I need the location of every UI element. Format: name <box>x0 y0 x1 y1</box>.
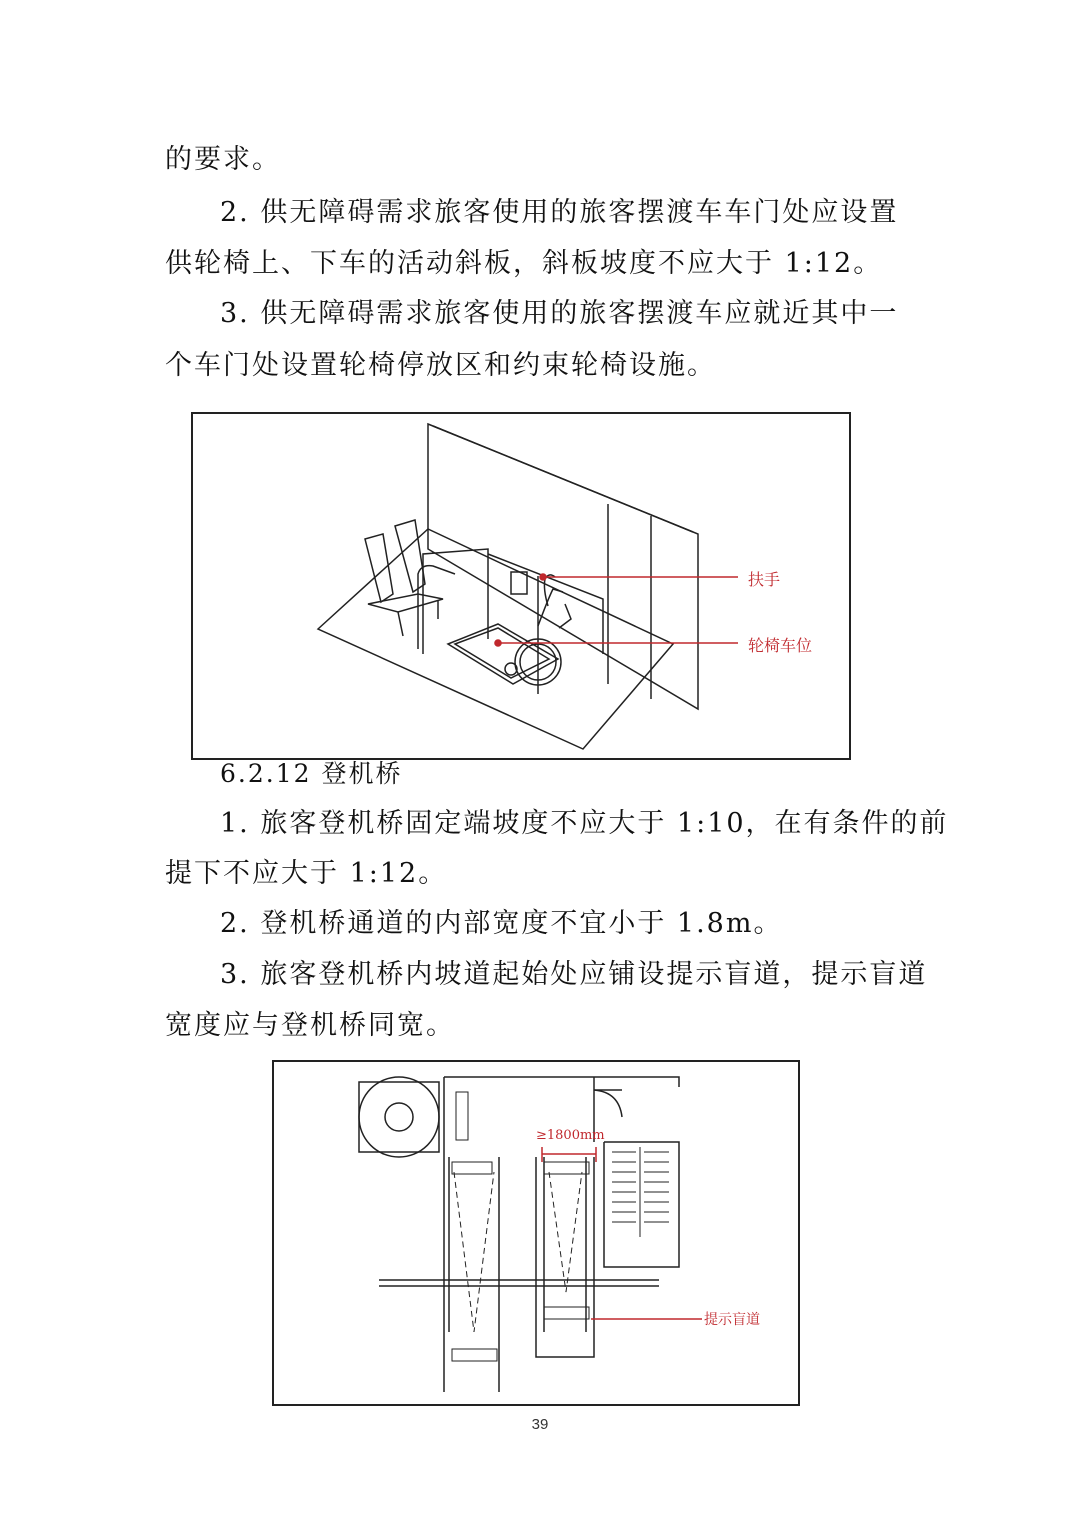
boarding-bridge-figure <box>272 1060 800 1406</box>
handrail-label: 扶手 <box>748 570 781 589</box>
section-heading: 6.2.12 登机桥 <box>220 759 403 788</box>
paragraph-line: 宽度应与登机桥同宽。 <box>165 1010 455 1041</box>
min-width-label: ≥1800mm <box>536 1128 605 1143</box>
tactile-paving-label: 提示盲道 <box>704 1312 760 1328</box>
paragraph-line: 提下不应大于 1:12。 <box>165 858 448 889</box>
paragraph-line: 供轮椅上、下车的活动斜板，斜板坡度不应大于 1:12。 <box>165 248 883 279</box>
paragraph-line: 个车门处设置轮椅停放区和约束轮椅设施。 <box>165 350 716 381</box>
paragraph-line: 3. 供无障碍需求旅客使用的旅客摆渡车应就近其中一 <box>220 298 899 329</box>
wheelchair-space-label: 轮椅车位 <box>748 636 813 655</box>
bridge-plan-drawing <box>274 1062 798 1404</box>
paragraph-line: 1. 旅客登机桥固定端坡度不应大于 1:10，在有条件的前 <box>220 808 949 839</box>
paragraph-line: 2. 登机桥通道的内部宽度不宜小于 1.8m。 <box>220 908 783 939</box>
paragraph-line: 2. 供无障碍需求旅客使用的旅客摆渡车车门处应设置 <box>220 197 899 228</box>
shuttle-wheelchair-figure <box>191 412 851 760</box>
paragraph-line: 的要求。 <box>165 144 281 175</box>
paragraph-line: 3. 旅客登机桥内坡道起始处应铺设提示盲道，提示盲道 <box>220 959 928 990</box>
page-number: 39 <box>531 1416 549 1433</box>
